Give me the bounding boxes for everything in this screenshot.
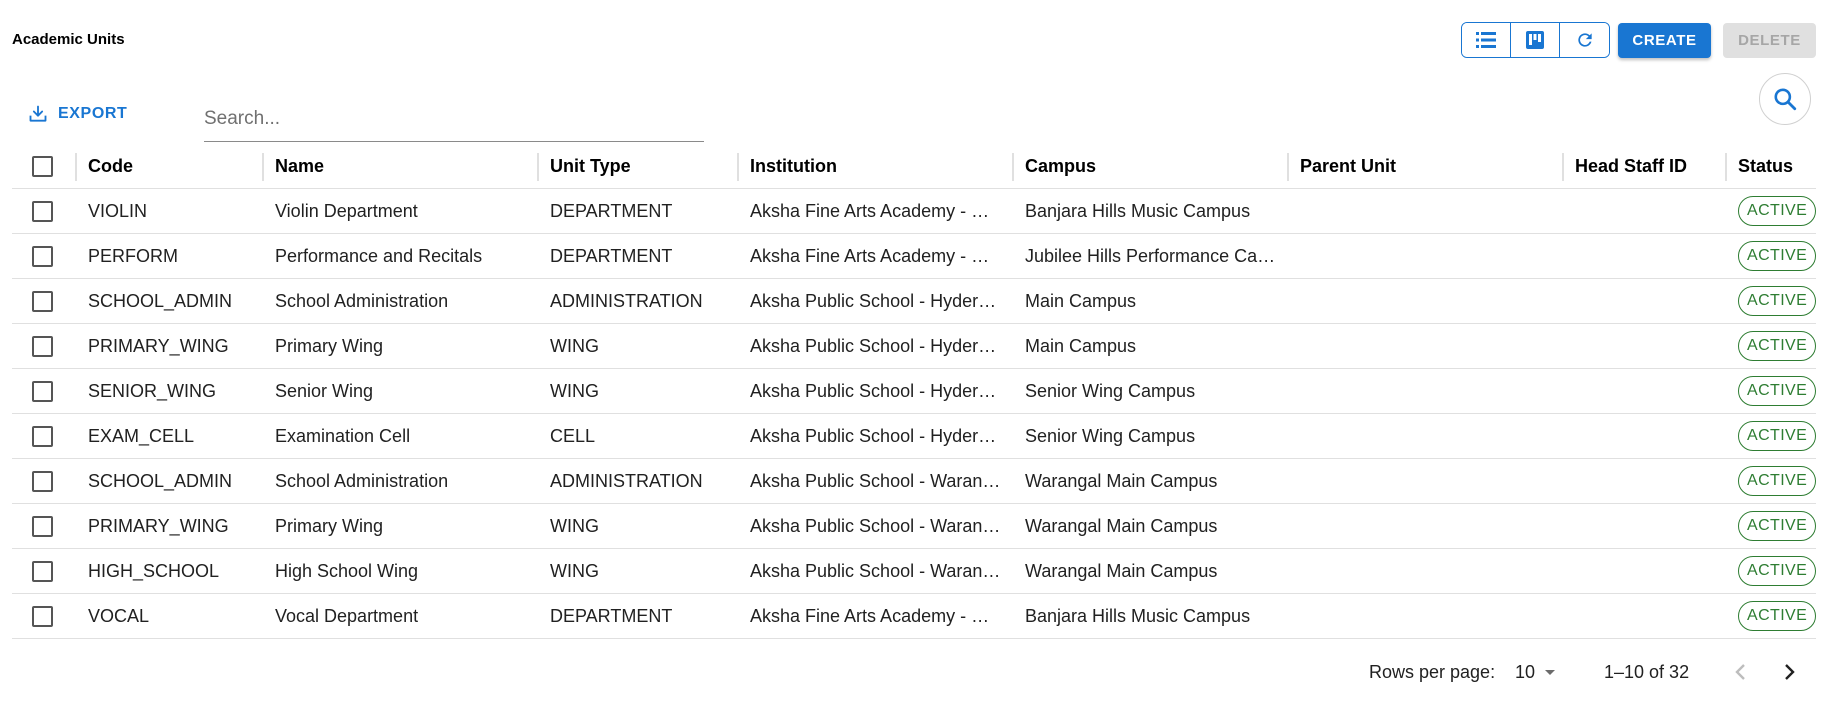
institution-cell-text: Aksha Public School - Waran… <box>750 515 1001 536</box>
code-cell-text: VIOLIN <box>88 200 148 221</box>
head-staff-id-cell <box>1575 549 1715 593</box>
parent-unit-cell <box>1300 279 1562 323</box>
previous-page-button[interactable] <box>1725 660 1755 684</box>
list-view-icon <box>1476 31 1496 49</box>
table-row[interactable] <box>12 594 1816 639</box>
name-cell-text: Violin Department <box>275 200 418 221</box>
parent-unit-cell <box>1300 504 1562 548</box>
name-cell-text: School Administration <box>275 470 449 491</box>
unit-type-cell-text: CELL <box>550 425 596 446</box>
unit-type-cell <box>550 279 740 323</box>
head-staff-id-cell <box>1575 459 1715 503</box>
table-header-row <box>12 145 1816 189</box>
code-cell <box>88 459 263 503</box>
column-header-unit-type[interactable]: Unit Type <box>550 156 631 176</box>
campus-cell-text: Senior Wing Campus <box>1025 380 1196 401</box>
delete-button[interactable]: DELETE <box>1723 23 1816 58</box>
name-cell-text: Vocal Department <box>275 605 419 626</box>
table-row[interactable] <box>12 234 1816 279</box>
unit-type-cell <box>550 459 740 503</box>
parent-unit-cell <box>1300 369 1562 413</box>
name-cell-text: School Administration <box>275 290 449 311</box>
status-cell <box>1738 459 1818 503</box>
table-row[interactable] <box>12 279 1816 324</box>
unit-type-cell-text: DEPARTMENT <box>550 200 673 221</box>
rows-per-page-label: Rows per page: <box>1369 661 1496 682</box>
code-cell <box>88 504 263 548</box>
status-cell <box>1738 324 1818 368</box>
row-select-cell <box>32 414 62 458</box>
search-field <box>204 102 704 142</box>
next-page-button[interactable] <box>1775 660 1805 684</box>
column-separator[interactable] <box>262 153 264 181</box>
unit-type-cell <box>550 594 740 638</box>
campus-cell-text: Main Campus <box>1025 290 1137 311</box>
institution-cell-text: Aksha Public School - Waran… <box>750 470 1001 491</box>
status-badge: ACTIVE <box>1738 286 1816 316</box>
institution-cell <box>750 369 1012 413</box>
name-cell <box>275 459 537 503</box>
column-separator[interactable] <box>1725 153 1727 181</box>
page-title: Academic Units <box>12 31 125 48</box>
institution-cell <box>750 234 1012 278</box>
table-row[interactable] <box>12 459 1816 504</box>
campus-cell <box>1025 324 1287 368</box>
unit-type-cell <box>550 189 740 233</box>
parent-unit-cell <box>1300 189 1562 233</box>
status-badge: ACTIVE <box>1738 421 1816 451</box>
institution-cell <box>750 324 1012 368</box>
campus-cell-text: Banjara Hills Music Campus <box>1025 200 1251 221</box>
export-label: EXPORT <box>58 105 128 122</box>
institution-cell <box>750 414 1012 458</box>
chevron-right-icon <box>1784 663 1796 681</box>
unit-type-cell-text: WING <box>550 380 599 401</box>
unit-type-cell <box>550 549 740 593</box>
name-cell <box>275 324 537 368</box>
code-cell <box>88 279 263 323</box>
campus-cell-text: Warangal Main Campus <box>1025 470 1218 491</box>
column-separator[interactable] <box>1287 153 1289 181</box>
status-badge: ACTIVE <box>1738 196 1816 226</box>
column-header-institution[interactable]: Institution <box>750 156 837 176</box>
name-cell-text: Primary Wing <box>275 515 384 536</box>
code-cell-text: EXAM_CELL <box>88 425 195 446</box>
column-header-name[interactable]: Name <box>275 156 325 176</box>
status-badge: ACTIVE <box>1738 376 1816 406</box>
column-separator[interactable] <box>1562 153 1564 181</box>
row-select-cell <box>32 459 62 503</box>
head-staff-id-cell <box>1575 414 1715 458</box>
code-cell <box>88 369 263 413</box>
name-cell <box>275 504 537 548</box>
institution-cell <box>750 279 1012 323</box>
pagination-range: 1–10 of 32 <box>1604 661 1690 682</box>
name-cell <box>275 234 537 278</box>
row-checkbox[interactable] <box>32 291 53 312</box>
row-checkbox[interactable] <box>32 426 53 447</box>
head-staff-id-cell <box>1575 279 1715 323</box>
column-header-status[interactable]: Status <box>1738 156 1794 176</box>
column-separator[interactable] <box>1012 153 1014 181</box>
institution-cell-text: Aksha Public School - Waran… <box>750 560 1001 581</box>
institution-cell-text: Aksha Fine Arts Academy - … <box>750 605 990 626</box>
table-row[interactable] <box>12 414 1816 459</box>
unit-type-cell <box>550 414 740 458</box>
row-checkbox[interactable] <box>32 561 53 582</box>
select-all-checkbox[interactable] <box>32 156 53 177</box>
institution-cell <box>750 549 1012 593</box>
campus-cell <box>1025 369 1287 413</box>
code-cell <box>88 594 263 638</box>
code-cell <box>88 549 263 593</box>
search-icon <box>1772 86 1798 112</box>
row-checkbox[interactable] <box>32 516 53 537</box>
chevron-left-icon <box>1734 663 1746 681</box>
campus-cell-text: Banjara Hills Music Campus <box>1025 605 1251 626</box>
row-checkbox[interactable] <box>32 246 53 267</box>
download-icon <box>28 104 48 124</box>
code-cell-text: PRIMARY_WING <box>88 515 229 536</box>
name-cell-text: Examination Cell <box>275 425 411 446</box>
name-cell <box>275 189 537 233</box>
view-toggle-group <box>1461 22 1610 58</box>
code-cell-text: PRIMARY_WING <box>88 335 229 356</box>
row-select-cell <box>32 279 62 323</box>
parent-unit-cell <box>1300 324 1562 368</box>
table-body <box>12 189 1816 639</box>
status-cell <box>1738 234 1818 278</box>
caret-down-icon <box>1543 667 1557 677</box>
column-header-parent-unit[interactable]: Parent Unit <box>1300 156 1397 176</box>
search-button[interactable] <box>1759 73 1811 125</box>
row-select-cell <box>32 189 62 233</box>
status-badge: ACTIVE <box>1738 556 1816 586</box>
head-staff-id-cell <box>1575 594 1715 638</box>
unit-type-cell-text: ADMINISTRATION <box>550 470 703 491</box>
name-cell <box>275 279 537 323</box>
name-cell-text: High School Wing <box>275 560 419 581</box>
table-row[interactable] <box>12 369 1816 414</box>
parent-unit-cell <box>1300 459 1562 503</box>
create-button[interactable]: CREATE <box>1618 23 1711 58</box>
campus-cell <box>1025 459 1287 503</box>
parent-unit-cell <box>1300 594 1562 638</box>
campus-cell-text: Warangal Main Campus <box>1025 560 1218 581</box>
refresh-button[interactable] <box>1560 23 1609 57</box>
code-cell <box>88 414 263 458</box>
institution-cell-text: Aksha Fine Arts Academy - … <box>750 200 990 221</box>
code-cell-text: SCHOOL_ADMIN <box>88 290 233 311</box>
institution-cell-text: Aksha Public School - Hyder… <box>750 425 997 446</box>
code-cell <box>88 189 263 233</box>
institution-cell-text: Aksha Fine Arts Academy - … <box>750 245 990 266</box>
code-cell <box>88 324 263 368</box>
row-select-cell <box>32 594 62 638</box>
unit-type-cell <box>550 234 740 278</box>
institution-cell-text: Aksha Public School - Hyder… <box>750 290 997 311</box>
row-checkbox[interactable] <box>32 201 53 222</box>
campus-cell <box>1025 189 1287 233</box>
name-cell <box>275 549 537 593</box>
unit-type-cell-text: WING <box>550 560 599 581</box>
refresh-icon <box>1575 30 1595 50</box>
campus-cell-text: Warangal Main Campus <box>1025 515 1218 536</box>
campus-cell <box>1025 234 1287 278</box>
campus-cell-text: Jubilee Hills Performance Ca… <box>1025 245 1276 266</box>
table-row[interactable] <box>12 504 1816 549</box>
row-select-cell <box>32 234 62 278</box>
row-select-cell <box>32 504 62 548</box>
code-cell-text: HIGH_SCHOOL <box>88 560 220 581</box>
row-checkbox[interactable] <box>32 336 53 357</box>
unit-type-cell <box>550 324 740 368</box>
row-checkbox[interactable] <box>32 606 53 627</box>
row-checkbox[interactable] <box>32 471 53 492</box>
campus-cell-text: Main Campus <box>1025 335 1137 356</box>
status-cell <box>1738 189 1818 233</box>
status-badge: ACTIVE <box>1738 601 1816 631</box>
code-cell-text: SENIOR_WING <box>88 380 217 401</box>
head-staff-id-cell <box>1575 324 1715 368</box>
status-cell <box>1738 369 1818 413</box>
status-badge: ACTIVE <box>1738 511 1816 541</box>
row-select-cell <box>32 369 62 413</box>
name-cell-text: Senior Wing <box>275 380 374 401</box>
unit-type-cell <box>550 369 740 413</box>
code-cell <box>88 234 263 278</box>
column-separator[interactable] <box>75 153 77 181</box>
status-badge: ACTIVE <box>1738 241 1816 271</box>
row-select-cell <box>32 324 62 368</box>
list-view-button[interactable] <box>1462 23 1511 57</box>
head-staff-id-cell <box>1575 504 1715 548</box>
parent-unit-cell <box>1300 549 1562 593</box>
name-cell-text: Performance and Recitals <box>275 245 483 266</box>
name-cell <box>275 414 537 458</box>
column-header-head-staff-id[interactable]: Head Staff ID <box>1575 156 1688 176</box>
status-cell <box>1738 504 1818 548</box>
campus-cell <box>1025 594 1287 638</box>
column-header-campus[interactable]: Campus <box>1025 156 1097 176</box>
unit-type-cell-text: ADMINISTRATION <box>550 290 703 311</box>
unit-type-cell-text: WING <box>550 335 599 356</box>
head-staff-id-cell <box>1575 189 1715 233</box>
name-cell <box>275 594 537 638</box>
parent-unit-cell <box>1300 414 1562 458</box>
unit-type-cell <box>550 504 740 548</box>
table-row[interactable] <box>12 324 1816 369</box>
name-cell-text: Primary Wing <box>275 335 384 356</box>
rows-per-page-value: 10 <box>1515 661 1536 682</box>
status-cell <box>1738 594 1818 638</box>
board-view-button[interactable] <box>1511 23 1560 57</box>
name-cell <box>275 369 537 413</box>
academic-units-table <box>12 145 1816 639</box>
column-separator[interactable] <box>737 153 739 181</box>
table-row[interactable] <box>12 189 1816 234</box>
campus-cell <box>1025 504 1287 548</box>
institution-cell-text: Aksha Public School - Hyder… <box>750 380 997 401</box>
head-staff-id-cell <box>1575 234 1715 278</box>
column-header-code[interactable]: Code <box>88 156 133 176</box>
table-row[interactable] <box>12 549 1816 594</box>
export-button[interactable] <box>28 102 127 126</box>
parent-unit-cell <box>1300 234 1562 278</box>
status-cell <box>1738 414 1818 458</box>
unit-type-cell-text: DEPARTMENT <box>550 245 673 266</box>
search-input[interactable] <box>204 102 704 136</box>
column-separator[interactable] <box>537 153 539 181</box>
institution-cell <box>750 189 1012 233</box>
status-cell <box>1738 549 1818 593</box>
select-all-cell <box>32 145 62 188</box>
campus-cell-text: Senior Wing Campus <box>1025 425 1196 446</box>
status-badge: ACTIVE <box>1738 466 1816 496</box>
code-cell-text: PERFORM <box>88 245 178 266</box>
rows-per-page-select[interactable] <box>1515 660 1557 684</box>
unit-type-cell-text: DEPARTMENT <box>550 605 673 626</box>
board-view-icon <box>1526 31 1544 49</box>
institution-cell <box>750 459 1012 503</box>
campus-cell <box>1025 279 1287 323</box>
head-staff-id-cell <box>1575 369 1715 413</box>
status-badge: ACTIVE <box>1738 331 1816 361</box>
code-cell-text: VOCAL <box>88 605 150 626</box>
code-cell-text: SCHOOL_ADMIN <box>88 470 233 491</box>
campus-cell <box>1025 414 1287 458</box>
campus-cell <box>1025 549 1287 593</box>
unit-type-cell-text: WING <box>550 515 599 536</box>
row-select-cell <box>32 549 62 593</box>
status-cell <box>1738 279 1818 323</box>
institution-cell-text: Aksha Public School - Hyder… <box>750 335 997 356</box>
institution-cell <box>750 504 1012 548</box>
row-checkbox[interactable] <box>32 381 53 402</box>
institution-cell <box>750 594 1012 638</box>
